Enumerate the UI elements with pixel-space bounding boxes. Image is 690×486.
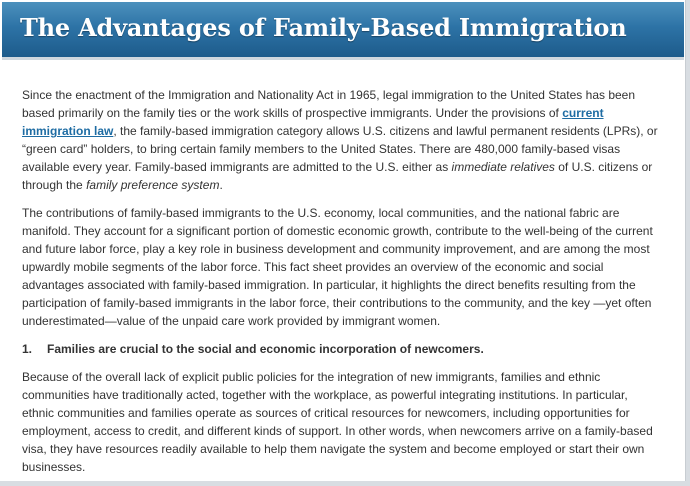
current-immigration-law-link[interactable]: current immigration law <box>22 106 604 138</box>
section-number: 1. <box>22 342 33 356</box>
paragraph-integration: Because of the overall lack of explicit public policies for the integration of new immigrants, families and ethnic communities have traditionally acted, together with the workplace, as powerful integrating institutions. In particular, ethnic communities and families operate as sources of critical resources for newcomers, including opportunities for employment, access to credit, and different kinds of support. In other words, when newcomers arrive on a family-based visa, they have resources readily available to help them navigate the system and become employed or start their own businesses. <box>22 370 653 474</box>
immediate-relatives-term: immediate relatives <box>451 160 555 174</box>
section-heading-1 <box>22 340 662 358</box>
family-preference-system-term: family preference system <box>86 178 220 192</box>
paragraph-intro-text-1: Since the enactment of the Immigration and Nationality Act in 1965, legal immigration to the United States has been based primarily on the family ties or the work skills of prospective immigrants. Under the provisions of <box>22 88 636 120</box>
paragraph-intro-text-3: of U.S. citizens or through the <box>22 160 653 192</box>
paragraph-intro-text-4: . <box>219 178 223 192</box>
section-heading-text: Families are crucial to the social and economic incorporation of newcomers. <box>47 342 484 356</box>
title-banner <box>2 2 684 60</box>
paragraph-intro <box>22 86 662 194</box>
article-body <box>22 86 662 486</box>
page-title: The Advantages of Family-Based Immigration <box>20 13 627 42</box>
paragraph-intro-text-2: , the family-based immigration category allows U.S. citizens and lawful permanent residents (LPRs), or “green card” holders, to bring certain family members to the United States. There are 480,000 family-based visas available every year. Family-based immigrants are admitted to the U.S. either as <box>22 124 658 174</box>
paragraph-contributions: The contributions of family-based immigrants to the U.S. economy, local communities, and the national fabric are manifold. They account for a significant portion of domestic economic growth, contribute to the well-being of the current and future labor force, play a key role in business development and community improvement, and are among the most upwardly mobile segments of the labor force. This fact sheet provides an overview of the economic and social advantages associated with family-based immigration. In particular, it highlights the direct benefits resulting from the participation of family-based immigrants in the labor force, their contributions to the community, and the key —yet often underestimated—value of the unpaid care work provided by immigrant women. <box>22 206 653 328</box>
